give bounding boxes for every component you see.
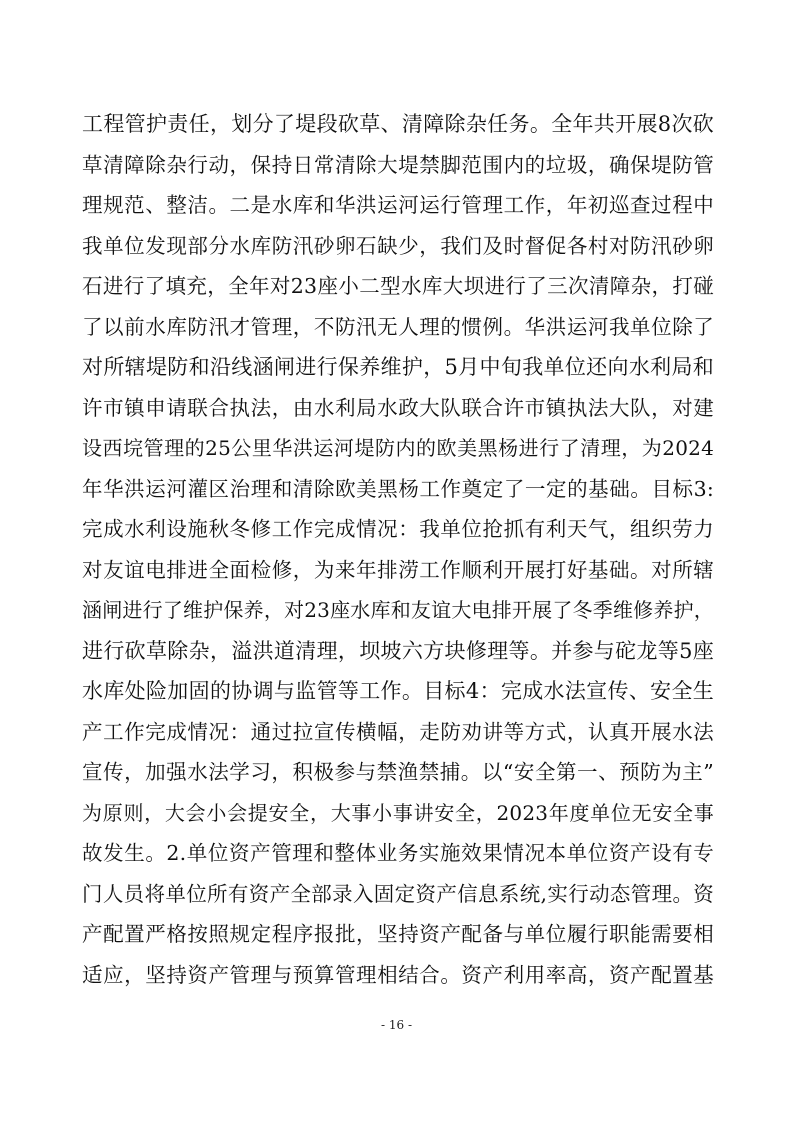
text-line: 完成水利设施秋冬修工作完成情况：我单位抢抓有利天气，组织劳力 (82, 517, 714, 541)
text-line: 宣传，加强水法学习，积极参与禁渔禁捕。以“安全第一、预防为主” (82, 760, 714, 784)
text-line: 理规范、整洁。二是水库和华洪运河运行管理工作，年初巡查过程中 (82, 193, 714, 217)
text-line: 产工作完成情况：通过拉宣传横幅，走防劝讲等方式，认真开展水法 (82, 719, 714, 744)
text-line: 了以前水库防汛才管理，不防汛无人理的惯例。华洪运河我单位除了 (82, 314, 714, 339)
text-line: 故发生。2.单位资产管理和整体业务实施效果情况本单位资产设有专 (82, 841, 714, 865)
text-line: 工程管护责任，划分了堤段砍草、清障除杂任务。全年共开展8次砍 (82, 112, 714, 136)
text-line: 产配置严格按照规定程序报批，坚持资产配备与单位履行职能需要相 (82, 922, 714, 946)
text-line: 对友谊电排进全面检修，为来年排涝工作顺利开展打好基础。对所辖 (82, 557, 714, 582)
text-line: 我单位发现部分水库防汛砂卵石缺少，我们及时督促各村对防汛砂卵 (82, 233, 714, 258)
text-line: 石进行了填充，全年对23座小二型水库大坝进行了三次清障杂，打碰 (82, 274, 714, 298)
text-line: 进行砍草除杂，溢洪道清理，坝坡六方块修理等。并参与砣龙等5座 (82, 638, 714, 663)
text-line: 门人员将单位所有资产全部录入固定资产信息系统,实行动态管理。资 (82, 881, 714, 906)
text-line: 对所辖堤防和沿线涵闸进行保养维护，5月中旬我单位还向水利局和 (82, 355, 714, 379)
page-number: - 16 - (380, 1018, 412, 1032)
text-line: 许市镇申请联合执法，由水利局水政大队联合许市镇执法大队，对建 (82, 395, 714, 420)
body-text (82, 104, 714, 995)
text-line: 为原则，大会小会提安全，大事小事讲安全，2023年度单位无安全事 (82, 800, 714, 825)
text-line: 适应，坚持资产管理与预算管理相结合。资产利用率高，资产配置基 (82, 962, 714, 987)
text-line: 设西垸管理的25公里华洪运河堤防内的欧美黑杨进行了清理，为2024 (82, 436, 714, 460)
text-line: 年华洪运河灌区治理和清除欧美黑杨工作奠定了一定的基础。目标3: (82, 476, 714, 501)
text-line: 草清障除杂行动，保持日常清除大堤禁脚范围内的垃圾，确保堤防管 (82, 152, 714, 177)
text-line: 水库处险加固的协调与监管等工作。目标4：完成水法宣传、安全生 (82, 679, 714, 703)
text-line: 涵闸进行了维护保养，对23座水库和友谊大电排开展了冬季维修养护， (82, 598, 714, 622)
